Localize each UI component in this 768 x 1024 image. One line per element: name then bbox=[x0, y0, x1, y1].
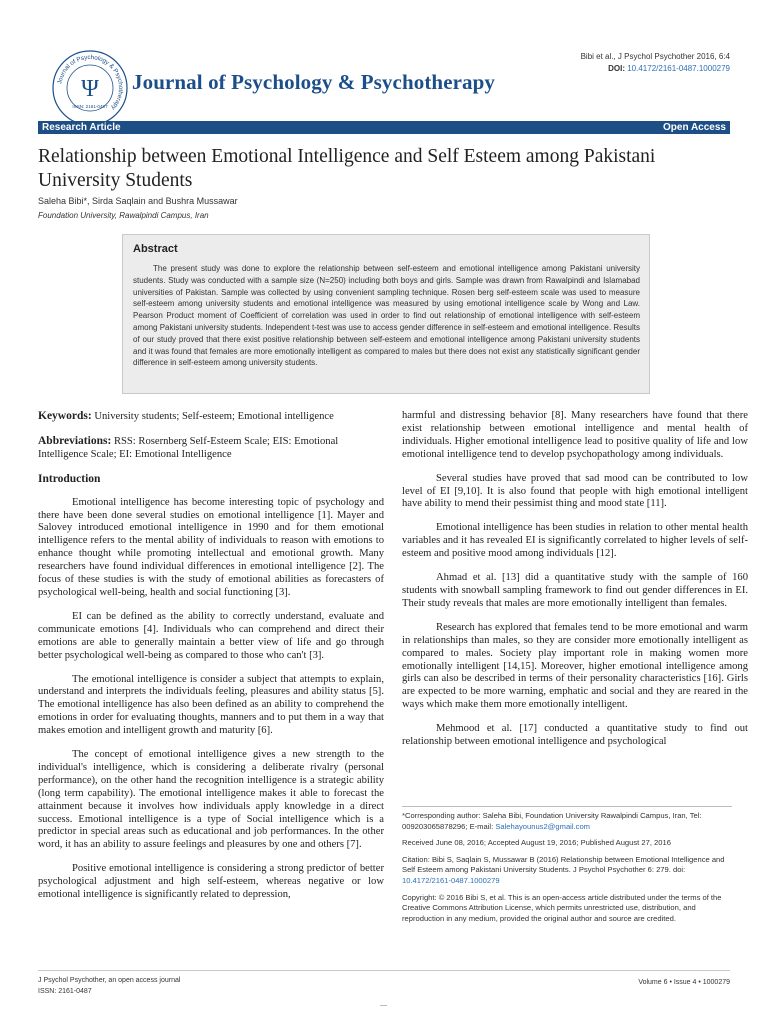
svg-text:Ψ: Ψ bbox=[81, 76, 99, 102]
abbreviations-text: RSS: Rosernberg Self-Esteem Scale; EIS: Emotional Intelligence Scale; EI: Emotional Intelligence bbox=[38, 435, 339, 460]
open-access-label: Open Access bbox=[663, 122, 726, 133]
paragraph: Ahmad et al. [13] did a quantitative study with the sample of 160 students with snowball sampling framework to find out gender differences in EI. Their study reveals that males are more emotionally intelligent than females. bbox=[402, 572, 748, 609]
citation-line: Bibi et al., J Psychol Psychother 2016, 6:4 bbox=[580, 52, 730, 61]
left-column bbox=[38, 410, 384, 913]
copyright-note: Copyright: © 2016 Bibi S, et al. This is an open-access article distributed under the terms of the Creative Commons Attribution License, which permits unrestricted use, distribution, and reproduction in any medium, provided the original author and source are credited. bbox=[402, 892, 722, 923]
affiliation: Foundation University, Rawalpindi Campus, Iran bbox=[38, 211, 209, 220]
paragraph: EI can be defined as the ability to correctly understand, evaluate and communicate emotions [4]. Individuals who can comprehend and direct their emotions are able to generally maintain a better view of life and go through better psychological well-being as compared to those who can't [3]. bbox=[38, 610, 384, 661]
paragraph: The emotional intelligence is consider a subject that attempts to explain, understand and interprets the individuals feeling, pleasures and ability status [5]. The emotional intelligence has also been defined as an ability to comprehend the emotions in order for evaluating thoughts, manners and to put them in a way that makes emotion and intelligent growth and maturity [6]. bbox=[38, 673, 384, 737]
correspondence-block bbox=[402, 806, 732, 930]
footer-divider bbox=[38, 970, 730, 971]
footer-issn: ISSN: 2161-0487 bbox=[38, 988, 92, 995]
abbreviations-label: Abbreviations: bbox=[38, 434, 112, 447]
paragraph: Emotional intelligence has become interesting topic of psychology and there have been done several studies on emotional intelligence [1]. Mayer and Salovey introduced emotional intelligence in 1990 and for them emotional intelligence refers to the mental ability of individuals to reason with emotions to enhance thought while promoting intellectual and emotional growth. Many researchers have found individual differences in emotional intelligence [2]. The focus of these studies is with the study of emotional abilities as forecasters of psychological well-being, health and social functioning [3]. bbox=[38, 496, 384, 598]
article-type: Research Article bbox=[42, 122, 121, 133]
footer-journal-info bbox=[38, 975, 180, 997]
article-type-bar bbox=[38, 121, 730, 134]
keywords bbox=[38, 410, 384, 424]
paragraph: harmful and distressing behavior [8]. Many researchers have found that there exist relationship between emotional intelligence and mental health of individuals. Higher emotional intelligence lead to positive quality of life and low emotional intelligence tend to develop psychopathology among individuals. bbox=[402, 410, 748, 460]
journal-logo-icon bbox=[50, 48, 130, 128]
right-column bbox=[402, 410, 748, 760]
article-dates: Received June 08, 2016; Accepted August 19, 2016; Published August 27, 2016 bbox=[402, 838, 671, 848]
paragraph: Mehmood et al. [17] conducted a quantitative study to find out relationship between emotional intelligence and psychological bbox=[402, 723, 748, 748]
corresponding-author-text: *Corresponding author: Saleha Bibi, Foundation University Rawalpindi Campus, Iran, Tel: 009203065878296; E-mail: bbox=[402, 811, 702, 831]
keywords-text: University students; Self-esteem; Emotional intelligence bbox=[94, 411, 334, 422]
citation-note bbox=[402, 855, 732, 887]
paragraph: Emotional intelligence has been studies in relation to other mental health variables and it has revealed EI is significantly correlated to higher levels of self-esteem and positive mood among individuals [12]. bbox=[402, 522, 748, 560]
doi-label: DOI: bbox=[608, 64, 625, 73]
introduction-heading: Introduction bbox=[38, 472, 101, 485]
paragraph: Positive emotional intelligence is considering a strong predictor of better psychological adjustment and high self-esteem, whereas negative or low emotional intelligence is significantly related to depression, bbox=[38, 863, 384, 901]
footer-journal-line: J Psychol Psychother, an open access journal bbox=[38, 977, 181, 984]
corresponding-author bbox=[402, 811, 732, 832]
citation-text: Citation: Bibi S, Saqlain S, Mussawar B (2016) Relationship between Emotional Intelligence and Self Esteem among Pakistani University Students. J Psychol Psychother 6: 279. doi: bbox=[402, 854, 725, 875]
abstract-heading: Abstract bbox=[133, 243, 178, 255]
page-marker: — bbox=[380, 1002, 387, 1009]
paragraph: The concept of emotional intelligence gives a new strength to the individual's intelligence, which is considering a deliberate rivalry (personal performance), on the other hand the recognition intelligence is a strategic ability (long term capability). The emotional intelligence makes it able to forecast the attainment because it involves how individuals apply knowledge in a direct success. Emotional intelligence is a type of Social intelligence which is a predictor in special areas such as educational and job performances. In the other word, it has an ability to assure feelings and pleasures by one and others [7]. bbox=[38, 749, 384, 851]
author-email-link[interactable]: Salehayounus2@gmail.com bbox=[495, 821, 590, 831]
doi-link[interactable]: 10.4172/2161-0487.1000279 bbox=[627, 64, 730, 73]
authors: Saleha Bibi*, Sirda Saqlain and Bushra Mussawar bbox=[38, 196, 238, 206]
abstract-text: The present study was done to explore the relationship between self-esteem and emotional intelligence among Pakistani university students. Study was conducted with a sample size (N=250) including both boys and girls. Sample was drawn from Rawalpindi and Islamabad universities of Pakistan. Sample was collected by using convenient sampling technique. Rosen berg self-esteem scale was used to measure self-esteem among university students and emotional intelligence was measured by using emotional intelligence scale by Wong and Law. Pearson Product moment of Coefficient of correlation was used in order to find out relationship of emotional intelligence with self-esteem among Pakistani university students. Independent t-test was use to access gender difference in self-esteem and emotional intelligence. Results of our study proved that there exist positive relationship between self-esteem and emotional intelligence among Pakistani university students and it was found that females are more emotionally intelligent as compared to males but there does not exist any statistically significant gender difference in self-esteem among university students. bbox=[133, 264, 640, 368]
paper-title: Relationship between Emotional Intelligence and Self Esteem among Pakistani University Students bbox=[38, 146, 656, 191]
keywords-label: Keywords: bbox=[38, 410, 92, 422]
citation-doi-link[interactable]: 10.4172/2161-0487.1000279 bbox=[402, 875, 500, 885]
journal-logo bbox=[50, 48, 130, 128]
logo-issn: ISSN: 2161-0487 bbox=[72, 104, 108, 109]
abstract-box bbox=[122, 234, 650, 394]
journal-title: Journal of Psychology & Psychotherapy bbox=[132, 70, 496, 94]
paragraph: Research has explored that females tend to be more emotional and warm in relationships than males, so they are consider more emotionally intelligent as compared to males. Society play important role in making women more emotionally intelligent [14,15]. Moreover, higher emotional intelligence among girls can also be described in terms of their personality characteristics [16]. Girls are expected to be more warning, emphatic and social and they are reared in the ways which make them more emotionally intelligent. bbox=[402, 621, 748, 711]
logo-ring-text: Journal of Psychology & Psychotherapy bbox=[56, 53, 125, 112]
header-citation bbox=[581, 51, 730, 75]
footer-volume: Volume 6 • Issue 4 • 1000279 bbox=[638, 979, 730, 986]
paragraph: Several studies have proved that sad mood can be contributed to low level of EI [9,10]. It is also found that people with high emotional intelligent have ability to mend their pessimist thing and mood state [11]. bbox=[402, 472, 748, 510]
abbreviations bbox=[38, 435, 384, 462]
